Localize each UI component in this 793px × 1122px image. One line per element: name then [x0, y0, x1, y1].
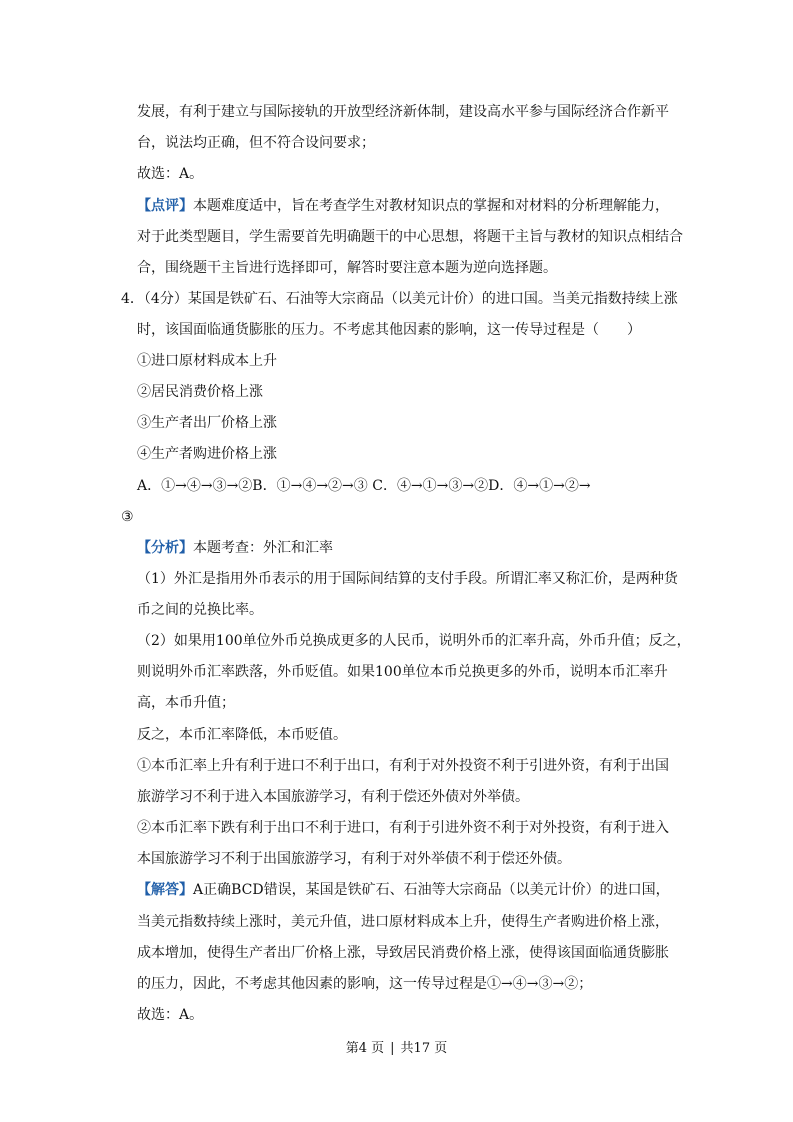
analysis-text: 本题考查：外汇和汇率: [193, 540, 333, 556]
page-total: 共17 页: [400, 1041, 448, 1056]
answer-options: A．①→④→③→②B．①→④→②→③ C．④→①→③→②D．④→①→②→: [137, 478, 591, 494]
question-item: ④生产者购进价格上涨: [137, 446, 277, 462]
solution-text: A正确BCD错误，某国是铁矿石、石油等大宗商品（以美元计价）的进口国，: [193, 882, 670, 898]
comment-line: [137, 196, 669, 216]
text-line: ①本币汇率上升有利于进口不利于出口，有利于对外投资不利于引进外资，有利于出国: [137, 758, 669, 774]
question-stem: 4．（4分）某国是铁矿石、石油等大宗商品（以美元计价）的进口国。当美元指数持续上涨: [121, 291, 678, 307]
text-line: 高，本币升值；: [137, 695, 235, 711]
answer-options: ③: [121, 509, 134, 525]
footer-separator: |: [390, 1041, 395, 1056]
text-line: 的压力，因此，不考虑其他因素的影响，这一传导过程是①→④→③→②；: [137, 976, 593, 992]
comment-tag: 【点评】: [137, 198, 193, 214]
text-line: 合，围绕题干主旨进行选择即可，解答时要注意本题为逆向选择题。: [137, 260, 557, 276]
text-line: 币之间的兑换比率。: [137, 602, 263, 618]
text-line: 则说明外币汇率跌落，外币贬值。如果100单位本币兑换更多的外币，说明本币汇率升: [137, 664, 668, 680]
text-line: （2）如果用100单位外币兑换成更多的人民币，说明外币的汇率升高，外币升值；反之，: [137, 633, 691, 649]
text-line: （1）外汇是指用外币表示的用于国际间结算的支付手段。所谓汇率又称汇价，是两种货: [137, 571, 678, 587]
text-line: 成本增加，使得生产者出厂价格上涨，导致居民消费价格上涨，使得该国面临通货膨胀: [137, 945, 669, 961]
text-line: 当美元指数持续上涨时，美元升值，进口原材料成本上升，使得生产者购进价格上涨，: [137, 914, 669, 930]
text-line: 发展，有利于建立与国际接轨的开放型经济新体制，建设高水平参与国际经济合作新平: [137, 104, 669, 120]
text-line: 反之，本币汇率降低，本币贬值。: [137, 727, 347, 743]
question-stem: 时，该国面临通货膨胀的压力。不考虑其他因素的影响，这一传导过程是（ ）: [137, 322, 641, 338]
analysis-head: [137, 538, 333, 558]
text-line: ②本币汇率下跌有利于出口不利于进口，有利于引进外资不利于对外投资，有利于进入: [137, 820, 669, 836]
text-line: 对于此类型题目，学生需要首先明确题干的中心思想，将题干主旨与教材的知识点相结合: [137, 229, 683, 245]
comment-text: 本题难度适中，旨在考查学生对教材知识点的掌握和对材料的分析理解能力，: [193, 198, 669, 214]
question-item: ①进口原材料成本上升: [137, 353, 277, 369]
solution-tag: 【解答】: [137, 882, 193, 898]
question-item: ③生产者出厂价格上涨: [137, 415, 277, 431]
analysis-tag: 【分析】: [137, 540, 193, 556]
text-line: 台，说法均正确，但不符合设问要求；: [137, 135, 375, 151]
answer-line: 故选：A。: [137, 1007, 204, 1023]
text-line: 旅游学习不利于进入本国旅游学习，有利于偿还外债对外举债。: [137, 789, 529, 805]
text-line: 本国旅游学习不利于出国旅游学习，有利于对外举债不利于偿还外债。: [137, 851, 571, 867]
answer-line: 故选：A。: [137, 166, 204, 182]
page-number: 第4 页: [345, 1041, 385, 1056]
page-footer: [0, 1040, 793, 1058]
solution-head: [137, 880, 670, 900]
question-item: ②居民消费价格上涨: [137, 384, 263, 400]
